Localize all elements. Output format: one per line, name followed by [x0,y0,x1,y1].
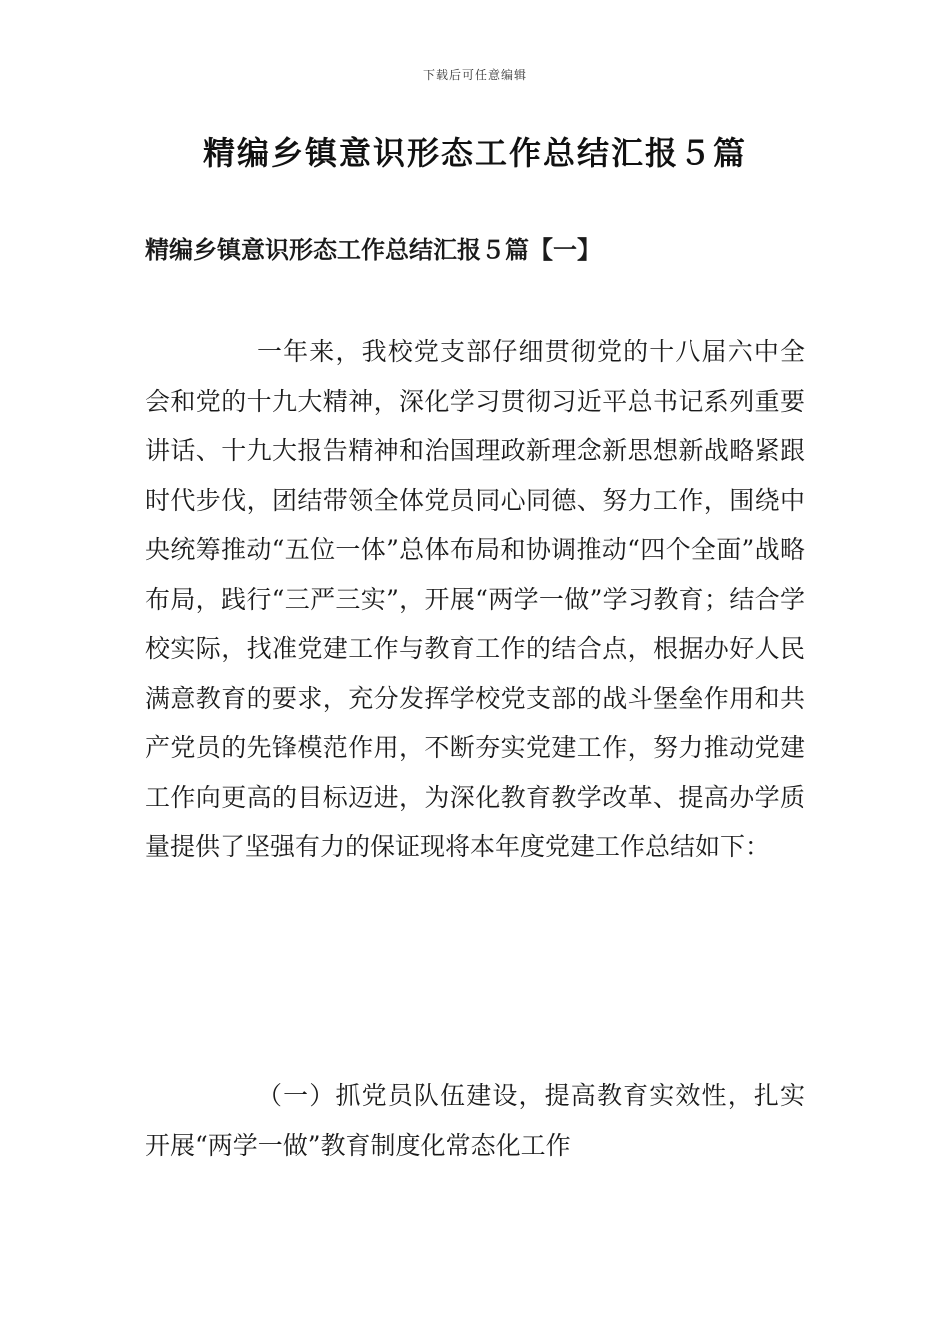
body-paragraph-subsection-1: （一）抓党员队伍建设，提高教育实效性，扎实开展“两学一做”教育制度化常态化工作 [145,1081,805,1160]
header-note: 下载后可任意编辑 [422,68,527,82]
document-title: 精编乡镇意识形态工作总结汇报５篇 [202,134,747,172]
section-heading: 精编乡镇意识形态工作总结汇报５篇【一】 [145,235,601,264]
body-paragraph-intro: 一年来，我校党支部仔细贯彻党的十八届六中全会和党的十九大精神，深化学习贯彻习近平总书记系列重要讲话、十九大报告精神和治国理政新理念新思想新战略紧跟时代步伐，团结带领全体党员同心同德、努力工作，围绕中央统筹推动“五位一体”总体布局和协调推动“四个全面”战略布局，践行“三严三实”，开展“两学一做”学习教育；结合学校实际，找准党建工作与教育工作的结合点，根据办好人民满意教育的要求，充分发挥学校党支部的战斗堡垒作用和共产党员的先锋模范作用，不断夯实党建工作，努力推动党建工作向更高的目标迈进，为深化教育教学改革、提高办学质量提供了坚强有力的保证现将本年度党建工作总结如下： [145,337,805,861]
